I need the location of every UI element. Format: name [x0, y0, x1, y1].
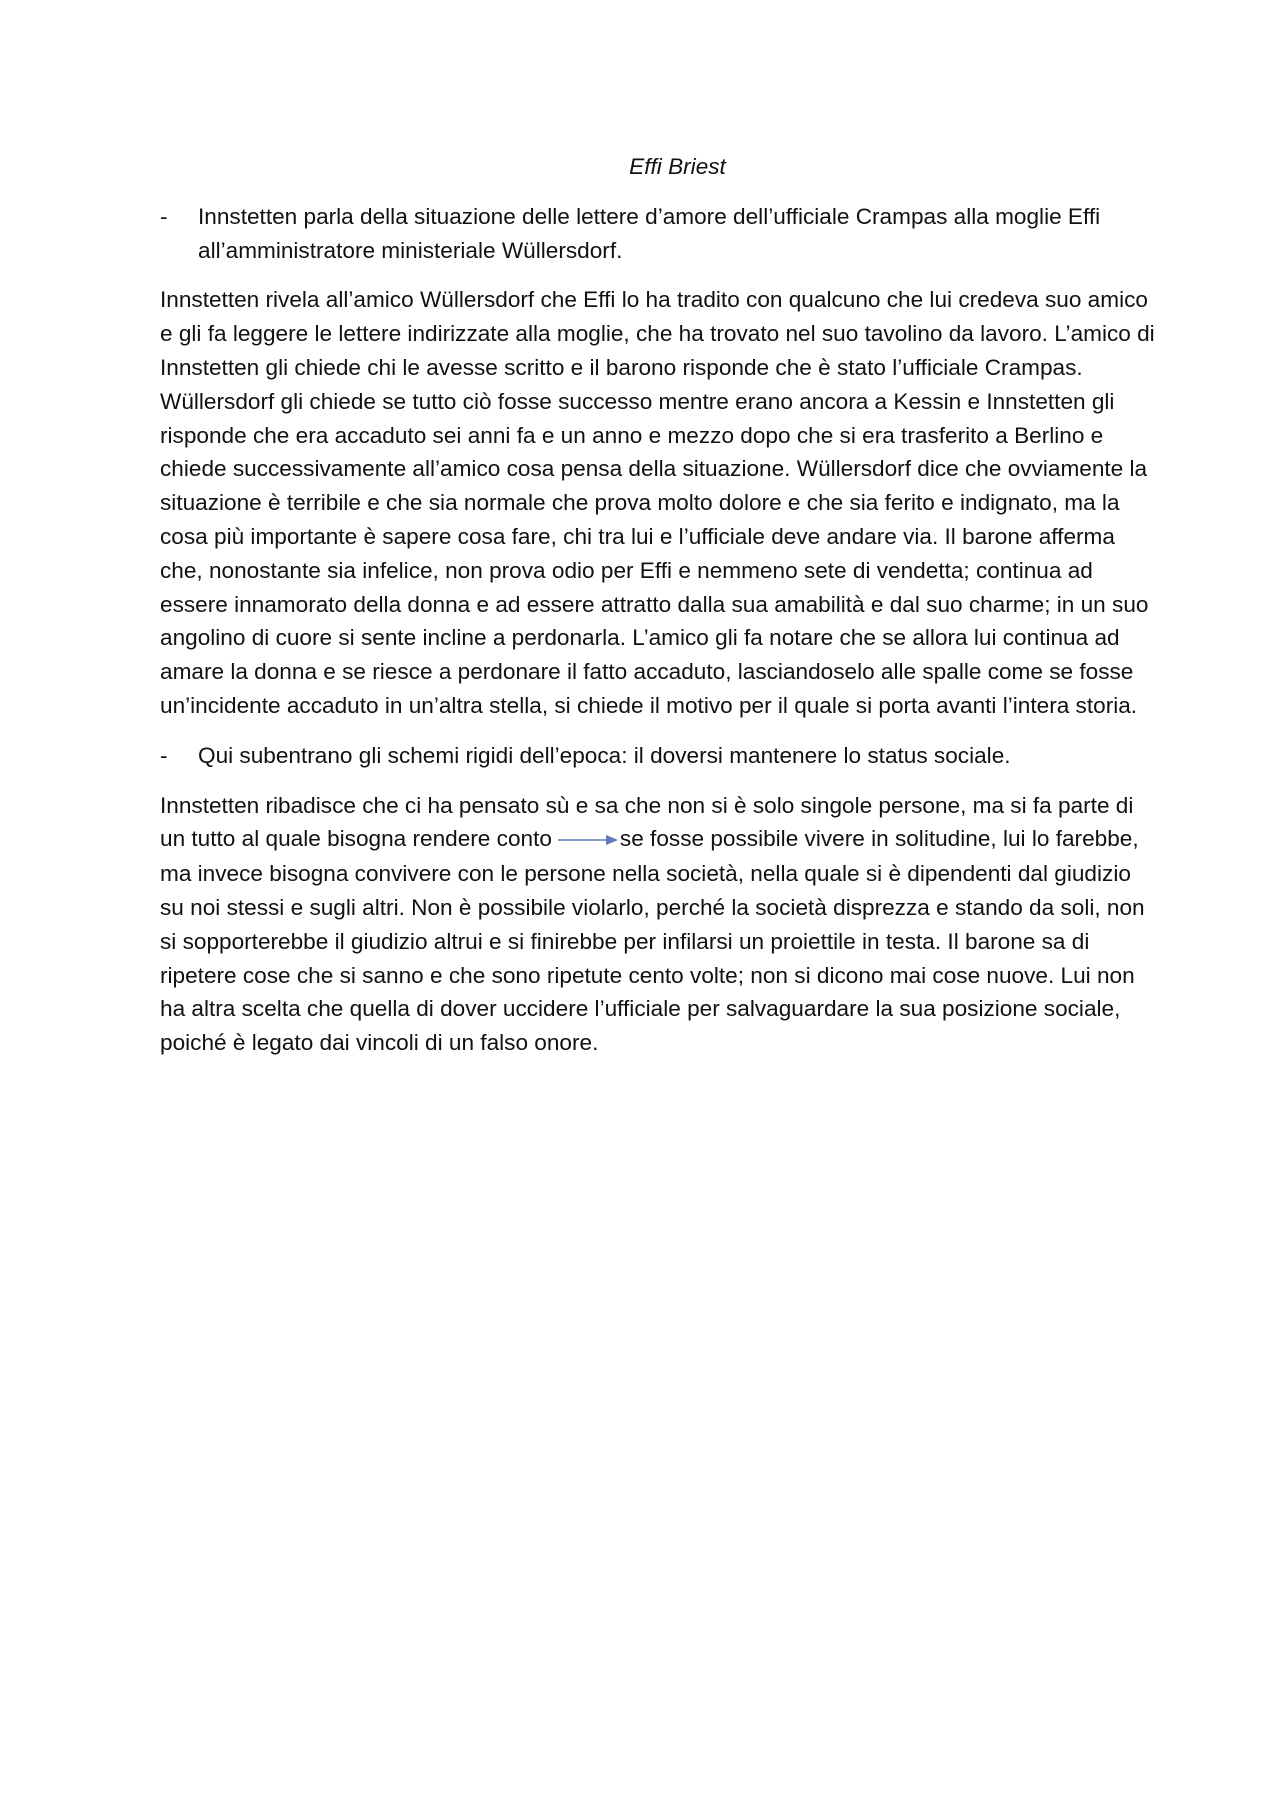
- paragraph-2-before-arrow: Innstetten ribadisce che ci ha pensato sù e sa che non si è solo singole persone, ma si fa parte di un tutto al quale bisogna rendere conto: [160, 792, 1134, 852]
- bullet-dash: -: [160, 203, 168, 229]
- document-page: [160, 150, 1155, 1076]
- bullet-item-2: [160, 739, 1155, 773]
- bullet-text-2: Qui subentrano gli schemi rigidi dell’epoca: il doversi mantenere lo status sociale.: [198, 742, 1011, 768]
- arrow-right-icon: [556, 823, 620, 857]
- document-title: Effi Briest: [629, 154, 726, 179]
- paragraph-2: [160, 789, 1155, 1061]
- bullet-text-1: Innstetten parla della situazione delle lettere d’amore dell’ufficiale Crampas alla moglie Effi all’amministratore ministeriale Wüllersdorf.: [198, 203, 1101, 263]
- paragraph-2-after-arrow: se fosse possibile vivere in solitudine, lui lo farebbe, ma invece bisogna convivere con le persone nella società, nella quale si è dipendenti dal giudizio su noi stessi e sugli altri. Non è possibile violarlo, perché la società disprezza e stando da soli, non si sopporterebbe il giudizio altrui e si finirebbe per infilarsi un proiettile in testa. Il barone sa di ripetere cose che si sanno e che sono ripetute cento volte; non si dicono mai cose nuove. Lui non ha altra scelta che quella di dover uccidere l’ufficiale per salvaguardare la sua posizione sociale, poiché è legato dai vincoli di un falso onore.: [160, 826, 1145, 1056]
- bullet-item-1: [160, 200, 1155, 268]
- bullet-dash: -: [160, 742, 168, 768]
- paragraph-1: Innstetten rivela all’amico Wüllersdorf che Effi lo ha tradito con qualcuno che lui credeva suo amico e gli fa leggere le lettere indirizzate alla moglie, che ha trovato nel suo tavolino da lavoro. L’amico di Innstetten gli chiede chi le avesse scritto e il barono risponde che è stato l’ufficiale Crampas. Wüllersdorf gli chiede se tutto ciò fosse successo mentre erano ancora a Kessin e Innstetten gli risponde che era accaduto sei anni fa e un anno e mezzo dopo che si era trasferito a Berlino e chiede successivamente all’amico cosa pensa della situazione. Wüllersdorf dice che ovviamente la situazione è terribile e che sia normale che prova molto dolore e che sia ferito e indignato, ma la cosa più importante è sapere cosa fare, chi tra lui e l’ufficiale deve andare via. Il barone afferma che, nonostante sia infelice, non prova odio per Effi e nemmeno sete di vendetta; continua ad essere innamorato della donna e ad essere attratto dalla sua amabilità e dal suo charme; in un suo angolino di cuore si sente incline a perdonarla. L’amico gli fa notare che se allora lui continua ad amare la donna e se riesce a perdonare il fatto accaduto, lasciandoselo alle spalle come se fosse un’incidente accaduto in un’altra stella, si chiede il motivo per il quale si porta avanti l’intera storia.: [160, 287, 1155, 718]
